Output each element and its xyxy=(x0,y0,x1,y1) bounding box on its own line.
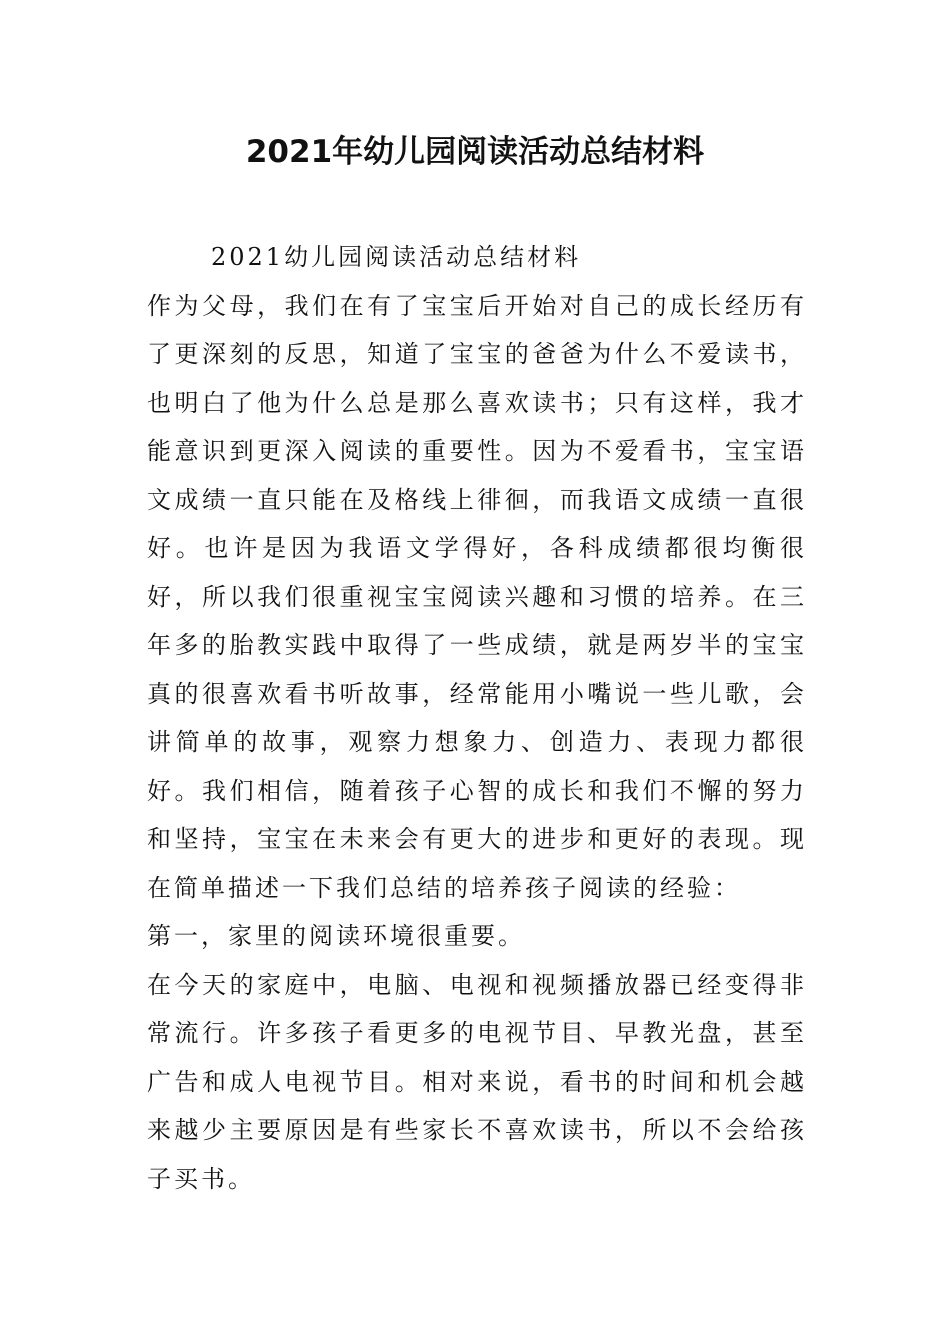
paragraph-point-one-heading: 第一，家里的阅读环境很重要。 xyxy=(147,922,525,950)
paragraph-intro: 作为父母，我们在有了宝宝后开始对自己的成长经历有了更深刻的反思，知道了宝宝的爸爸为什么不爱读书，也明白了他为什么总是那么喜欢读书；只有这样，我才能意识到更深入阅读的重要性。因为不爱看书，宝宝语文成绩一直只能在及格线上徘徊，而我语文成绩一直很好。也许是因为我语文学得好，各科成绩都很均衡很好，所以我们很重视宝宝阅读兴趣和习惯的培养。在三年多的胎教实践中取得了一些成绩，就是两岁半的宝宝真的很喜欢看书听故事，经常能用小嘴说一些儿歌，会讲简单的故事，观察力想象力、创造力、表现力都很好。我们相信，随着孩子心智的成长和我们不懈的努力和坚持，宝宝在未来会有更大的进步和更好的表现。现在简单描述一下我们总结的培养孩子阅读的经验： xyxy=(147,291,807,902)
document-title: 2021年幼儿园阅读活动总结材料 xyxy=(245,134,705,170)
paragraph-reading-environment: 在今天的家庭中，电脑、电视和视频播放器已经变得非常流行。许多孩子看更多的电视节目、早教光盘，甚至广告和成人电视节目。相对来说，看书的时间和机会越来越少主要原因是有些家长不喜欢读书，所以不会给孩子买书。 xyxy=(147,970,807,1193)
document-subtitle: 2021幼儿园阅读活动总结材料 xyxy=(211,243,582,271)
document-body xyxy=(147,233,807,1203)
